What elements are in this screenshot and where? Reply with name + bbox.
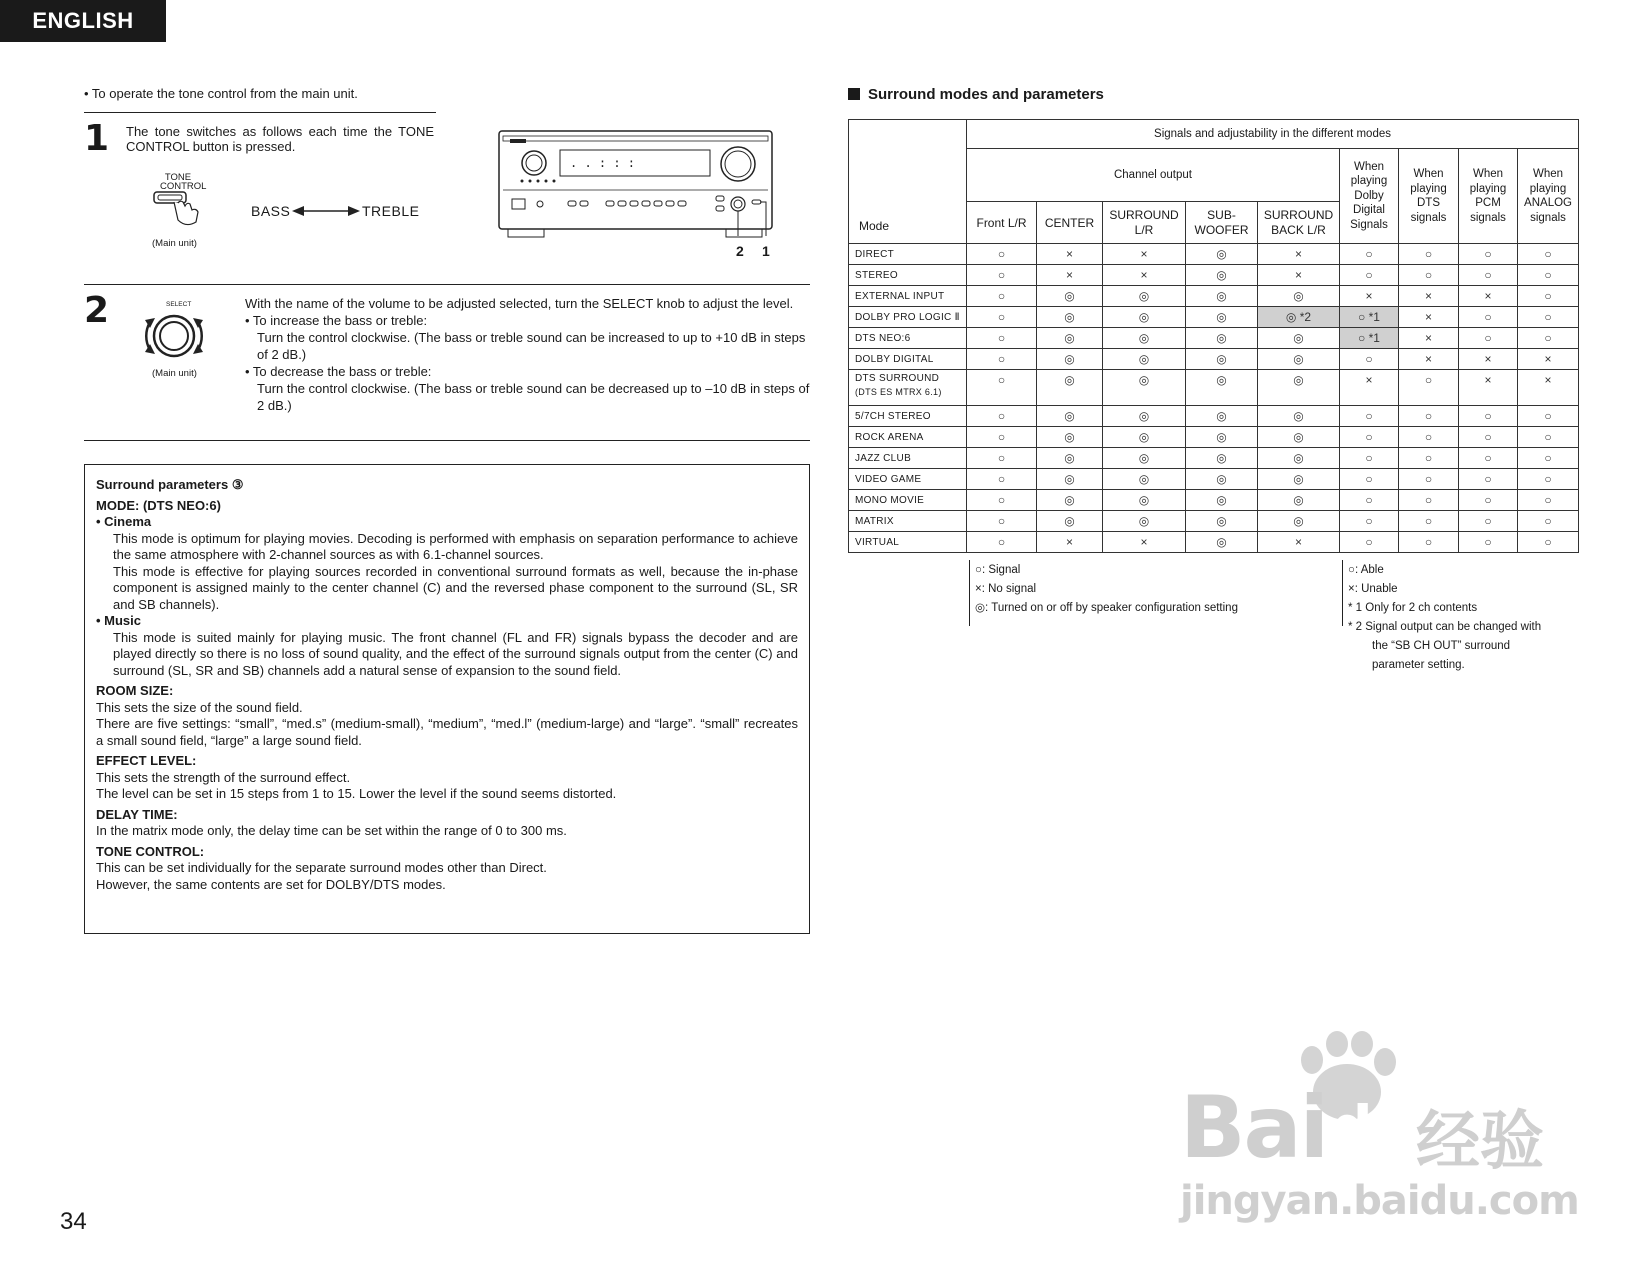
legend-note-2: * 2 Signal output can be changed with: [1348, 621, 1542, 633]
legend-note-1: * 1 Only for 2 ch contents: [1348, 602, 1478, 614]
language-tab: ENGLISH: [0, 0, 166, 42]
symbol-cell: ○: [1459, 511, 1518, 532]
symbol-cell: ○: [1459, 532, 1518, 553]
callout-2: 2: [736, 243, 745, 259]
symbol-cell: ◎: [1186, 469, 1258, 490]
symbol-cell: ◎: [1258, 328, 1340, 349]
symbol-cell: ◎: [1186, 349, 1258, 370]
symbol-cell: ○: [1340, 511, 1399, 532]
table-row: [849, 307, 1579, 328]
symbol-cell: ○: [967, 532, 1037, 553]
callout-1: 1: [762, 243, 771, 259]
step-1-caption: (Main unit): [152, 238, 197, 249]
surround-modes-table: [848, 119, 1579, 553]
symbol-cell: ○: [1340, 349, 1399, 370]
symbol-cell: ◎: [1037, 490, 1103, 511]
symbol-cell: ○: [1340, 244, 1399, 265]
mode-cell: VIDEO GAME: [849, 469, 967, 490]
symbol-cell: ×: [1459, 370, 1518, 406]
svg-text:. . : : :: . . : : :: [570, 156, 636, 170]
symbol-cell: ○: [1518, 406, 1579, 427]
col-dts: When playing DTS signals: [1399, 149, 1459, 244]
symbol-cell: ○: [967, 448, 1037, 469]
symbol-cell: ◎: [1103, 307, 1186, 328]
bass-label: BASS: [251, 203, 291, 219]
symbol-cell: ○: [967, 370, 1037, 406]
watermark-brand: Baidu: [1180, 1078, 1410, 1178]
symbol-cell: ×: [1399, 349, 1459, 370]
symbol-cell: ○: [1459, 244, 1518, 265]
symbol-cell: ○: [1518, 532, 1579, 553]
symbol-cell: ○: [1399, 244, 1459, 265]
symbol-cell: ○: [1399, 532, 1459, 553]
table-row: [849, 448, 1579, 469]
legend-left: [975, 561, 1238, 618]
double-arrow-icon: [292, 204, 360, 218]
mode-header: Mode: [849, 120, 967, 244]
params-title: Surround parameters ③: [96, 477, 244, 492]
table-row: [849, 406, 1579, 427]
col-surround: SURROUND L/R: [1103, 202, 1186, 244]
symbol-cell: ◎: [1103, 328, 1186, 349]
cinema-heading: • Cinema: [96, 514, 152, 529]
symbol-cell: ×: [1518, 349, 1579, 370]
table-row: [849, 532, 1579, 553]
symbol-cell: ◎: [1258, 370, 1340, 406]
symbol-cell: ○: [1459, 469, 1518, 490]
symbol-cell: ○: [1459, 307, 1518, 328]
legend-no-signal: ×: No signal: [975, 583, 1037, 595]
mode-cell: DIRECT: [849, 244, 967, 265]
tone-control-button-icon: [148, 190, 208, 230]
symbol-cell: ×: [1103, 265, 1186, 286]
symbol-cell: ◎: [1258, 448, 1340, 469]
room-size-heading: ROOM SIZE:: [96, 683, 174, 698]
symbol-cell: ○: [967, 406, 1037, 427]
mode-cell: ROCK ARENA: [849, 427, 967, 448]
symbol-cell: ○: [967, 286, 1037, 307]
divider: [84, 112, 436, 113]
mode-cell: EXTERNAL INPUT: [849, 286, 967, 307]
symbol-cell: ×: [1399, 307, 1459, 328]
symbol-cell: ◎: [1037, 370, 1103, 406]
symbol-cell: ○: [1459, 265, 1518, 286]
symbol-cell: ◎: [1186, 244, 1258, 265]
symbol-cell: ○: [967, 427, 1037, 448]
symbol-cell: ◎: [1258, 469, 1340, 490]
symbol-cell: ○: [1459, 328, 1518, 349]
symbol-cell: ○ *1: [1340, 328, 1399, 349]
symbol-cell: ◎: [1103, 286, 1186, 307]
channel-output-header: Channel output: [967, 149, 1340, 202]
step-2-text: With the name of the volume to be adjusted selected, turn the SELECT knob to adjust the level. • To increase the bass or treble: Turn the control clockwise. (The bass or treble sound can be increased to up to +10 dB in steps of 2 dB.) • To decrease the bass or treble: Turn the control clockwise. (The bass or treble sound can be decreased up to –10 dB in steps of 2 dB.): [245, 296, 810, 413]
symbol-cell: ○: [1518, 244, 1579, 265]
symbol-cell: ○: [1459, 406, 1518, 427]
symbol-cell: ○: [967, 490, 1037, 511]
symbol-cell: ○: [1399, 406, 1459, 427]
symbol-cell: ×: [1399, 328, 1459, 349]
symbol-cell: ◎: [1037, 349, 1103, 370]
symbol-cell: ◎: [1186, 286, 1258, 307]
symbol-cell: ○: [1340, 265, 1399, 286]
step-2-number: 2: [84, 290, 110, 331]
legend-unable: ×: Unable: [1348, 583, 1398, 595]
table-row: [849, 511, 1579, 532]
symbol-cell: ◎: [1258, 286, 1340, 307]
room-size-text: This sets the size of the sound field.: [96, 699, 303, 715]
symbol-cell: ◎: [1258, 406, 1340, 427]
symbol-cell: ◎: [1103, 427, 1186, 448]
square-bullet-icon: [848, 88, 860, 100]
col-pcm: When playing PCM signals: [1459, 149, 1518, 244]
top-header: Signals and adjustability in the different modes: [967, 120, 1579, 149]
symbol-cell: ○: [1518, 286, 1579, 307]
symbol-cell: ○: [1340, 448, 1399, 469]
effect-level-text: The level can be set in 15 steps from 1 to 15. Lower the level if the sound seems distorted.: [96, 786, 617, 801]
watermark-url: jingyan.baidu.com: [1180, 1178, 1579, 1224]
symbol-cell: ×: [1340, 370, 1399, 406]
symbol-cell: ○: [1518, 511, 1579, 532]
effect-level-heading: EFFECT LEVEL:: [96, 753, 197, 768]
col-front: Front L/R: [967, 202, 1037, 244]
symbol-cell: ×: [1258, 244, 1340, 265]
symbol-cell: ○: [1399, 265, 1459, 286]
delay-time-text: In the matrix mode only, the delay time can be set within the range of 0 to 300 ms.: [96, 823, 567, 838]
table-row: [849, 490, 1579, 511]
symbol-cell: ×: [1103, 244, 1186, 265]
legend-note-2: parameter setting.: [1372, 659, 1465, 671]
music-heading: • Music: [96, 613, 142, 628]
symbol-cell: ◎: [1037, 448, 1103, 469]
symbol-cell: ◎: [1103, 469, 1186, 490]
step-1-text: The tone switches as follows each time the TONE CONTROL button is pressed.: [126, 124, 434, 154]
legend-note-2: the “SB CH OUT” surround: [1372, 640, 1511, 652]
symbol-cell: ×: [1103, 532, 1186, 553]
table-row: [849, 328, 1579, 349]
col-center: CENTER: [1037, 202, 1103, 244]
symbol-cell: ○: [1399, 370, 1459, 406]
divider: [84, 284, 810, 285]
symbol-cell: ○: [1399, 469, 1459, 490]
symbol-cell: ◎: [1186, 532, 1258, 553]
table-row: [849, 427, 1579, 448]
col-dolby-digital: When playing Dolby Digital Signals: [1340, 149, 1399, 244]
legend-turned: ◎: Turned on or off by speaker configuration setting: [975, 602, 1238, 614]
symbol-cell: ○: [1518, 328, 1579, 349]
symbol-cell: ×: [1399, 286, 1459, 307]
watermark-cn: 经验: [1416, 1105, 1544, 1179]
table-row: [849, 370, 1579, 406]
mode-cell: JAZZ CLUB: [849, 448, 967, 469]
symbol-cell: ◎: [1037, 427, 1103, 448]
symbol-cell: ○: [967, 328, 1037, 349]
legend-divider: [1342, 560, 1343, 626]
symbol-cell: ○: [967, 244, 1037, 265]
intro-text: • To operate the tone control from the main unit.: [84, 86, 358, 101]
step-2-caption: (Main unit): [152, 368, 197, 379]
legend-signal: ○: Signal: [975, 564, 1021, 576]
mode-cell: MATRIX: [849, 511, 967, 532]
symbol-cell: ×: [1258, 532, 1340, 553]
table-row: [849, 265, 1579, 286]
symbol-cell: ◎ *2: [1258, 307, 1340, 328]
symbol-cell: ◎: [1258, 349, 1340, 370]
symbol-cell: ◎: [1103, 406, 1186, 427]
mode-cell: 5/7CH STEREO: [849, 406, 967, 427]
cinema-text: This mode is effective for playing sources recorded in conventional surround formats as well, because the in-phase component is assigned mainly to the center channel (C) and the reversed phase component to the surround (SL, SR and SB channels).: [113, 563, 798, 612]
table-row: [849, 349, 1579, 370]
symbol-cell: ○: [1399, 427, 1459, 448]
col-subwoofer: SUB- WOOFER: [1186, 202, 1258, 244]
room-size-text: There are five settings: “small”, “med.s” (medium-small), “medium”, “med.l” (medium-large) and “large”. “small” recreates a small sound field, “large” a large sound field.: [96, 716, 798, 748]
tone-control-text: This can be set individually for the separate surround modes other than Direct.: [96, 860, 547, 875]
legend-able: ○: Able: [1348, 564, 1384, 576]
symbol-cell: ○: [1518, 469, 1579, 490]
symbol-cell: ○: [967, 265, 1037, 286]
delay-time-heading: DELAY TIME:: [96, 806, 178, 822]
symbol-cell: ○: [1518, 265, 1579, 286]
symbol-cell: ○: [1518, 490, 1579, 511]
symbol-cell: ◎: [1186, 490, 1258, 511]
symbol-cell: ◎: [1103, 490, 1186, 511]
symbol-cell: ◎: [1186, 511, 1258, 532]
mode-cell: DOLBY PRO LOGIC Ⅱ: [849, 307, 967, 328]
table-row: [849, 286, 1579, 307]
symbol-cell: ◎: [1186, 427, 1258, 448]
symbol-cell: ○: [967, 511, 1037, 532]
symbol-cell: ◎: [1037, 286, 1103, 307]
symbol-cell: ×: [1459, 349, 1518, 370]
symbol-cell: ×: [1340, 286, 1399, 307]
symbol-cell: ◎: [1037, 328, 1103, 349]
symbol-cell: ×: [1037, 244, 1103, 265]
symbol-cell: ◎: [1186, 370, 1258, 406]
mode-cell: DTS SURROUND (DTS ES MTRX 6.1): [849, 370, 967, 406]
divider: [84, 440, 810, 441]
symbol-cell: ○: [1459, 427, 1518, 448]
symbol-cell: ×: [1037, 532, 1103, 553]
symbol-cell: ○: [967, 469, 1037, 490]
select-knob-icon: [136, 306, 212, 366]
symbol-cell: ○: [1399, 511, 1459, 532]
symbol-cell: ◎: [1037, 406, 1103, 427]
legend-right: [1348, 561, 1541, 675]
symbol-cell: ◎: [1037, 307, 1103, 328]
symbol-cell: ○: [1340, 490, 1399, 511]
treble-label: TREBLE: [362, 203, 420, 219]
symbol-cell: ○: [1518, 448, 1579, 469]
table-row: [849, 244, 1579, 265]
symbol-cell: ◎: [1186, 406, 1258, 427]
symbol-cell: ◎: [1258, 511, 1340, 532]
symbol-cell: ○: [1340, 469, 1399, 490]
symbol-cell: ◎: [1103, 370, 1186, 406]
table-row: [849, 469, 1579, 490]
symbol-cell: ○: [1340, 427, 1399, 448]
col-analog: When playing ANALOG signals: [1518, 149, 1579, 244]
symbol-cell: ×: [1258, 265, 1340, 286]
symbol-cell: ○: [1518, 427, 1579, 448]
select-knob-label: SELECT: [166, 301, 192, 308]
symbol-cell: ○: [1399, 490, 1459, 511]
symbol-cell: ◎: [1258, 427, 1340, 448]
mode-cell: DTS NEO:6: [849, 328, 967, 349]
symbol-cell: ×: [1037, 265, 1103, 286]
legend-divider: [969, 560, 970, 626]
symbol-cell: ○: [1459, 448, 1518, 469]
symbol-cell: ◎: [1037, 511, 1103, 532]
symbol-cell: ×: [1459, 286, 1518, 307]
symbol-cell: ○ *1: [1340, 307, 1399, 328]
symbol-cell: ○: [967, 307, 1037, 328]
mode-cell: MONO MOVIE: [849, 490, 967, 511]
symbol-cell: ◎: [1103, 511, 1186, 532]
symbol-cell: ○: [1340, 532, 1399, 553]
col-surround-back: SURROUND BACK L/R: [1258, 202, 1340, 244]
cinema-text: This mode is optimum for playing movies. Decoding is performed with emphasis on separation performance to achieve the same atmosphere with 2-channel sources as with 6.1-channel sources.: [113, 530, 798, 562]
mode-cell: DOLBY DIGITAL: [849, 349, 967, 370]
symbol-cell: ◎: [1103, 448, 1186, 469]
symbol-cell: ◎: [1186, 265, 1258, 286]
symbol-cell: ○: [967, 349, 1037, 370]
section-title: Surround modes and parameters: [848, 86, 1104, 103]
symbol-cell: ◎: [1258, 490, 1340, 511]
symbol-cell: ◎: [1037, 469, 1103, 490]
music-text: This mode is suited mainly for playing music. The front channel (FL and FR) signals bypass the decoder and are played directly so there is no loss of sound quality, and the effect of the surround signals output from the center (C) and surround (SL, SR and SB) channels add a natural sense of expansion to the sound field.: [113, 629, 798, 678]
symbol-cell: ○: [1459, 490, 1518, 511]
symbol-cell: ○: [1399, 448, 1459, 469]
step-1-number: 1: [84, 118, 110, 159]
symbol-cell: ○: [1518, 307, 1579, 328]
symbol-cell: ◎: [1186, 307, 1258, 328]
symbol-cell: ◎: [1186, 448, 1258, 469]
surround-parameters-box: [84, 464, 810, 934]
tone-control-button-label: TONE CONTROL: [160, 172, 207, 192]
page-number: 34: [60, 1208, 87, 1235]
tone-control-text: However, the same contents are set for DOLBY/DTS modes.: [96, 876, 446, 892]
mode-cell: VIRTUAL: [849, 532, 967, 553]
receiver-front-panel-illustration: [498, 130, 774, 242]
effect-level-text: This sets the strength of the surround effect.: [96, 769, 351, 785]
symbol-cell: ◎: [1103, 349, 1186, 370]
tone-control-heading: TONE CONTROL:: [96, 843, 205, 859]
mode-heading: MODE: (DTS NEO:6): [96, 497, 221, 513]
symbol-cell: ○: [1340, 406, 1399, 427]
symbol-cell: ×: [1518, 370, 1579, 406]
mode-cell: STEREO: [849, 265, 967, 286]
symbol-cell: ◎: [1186, 328, 1258, 349]
